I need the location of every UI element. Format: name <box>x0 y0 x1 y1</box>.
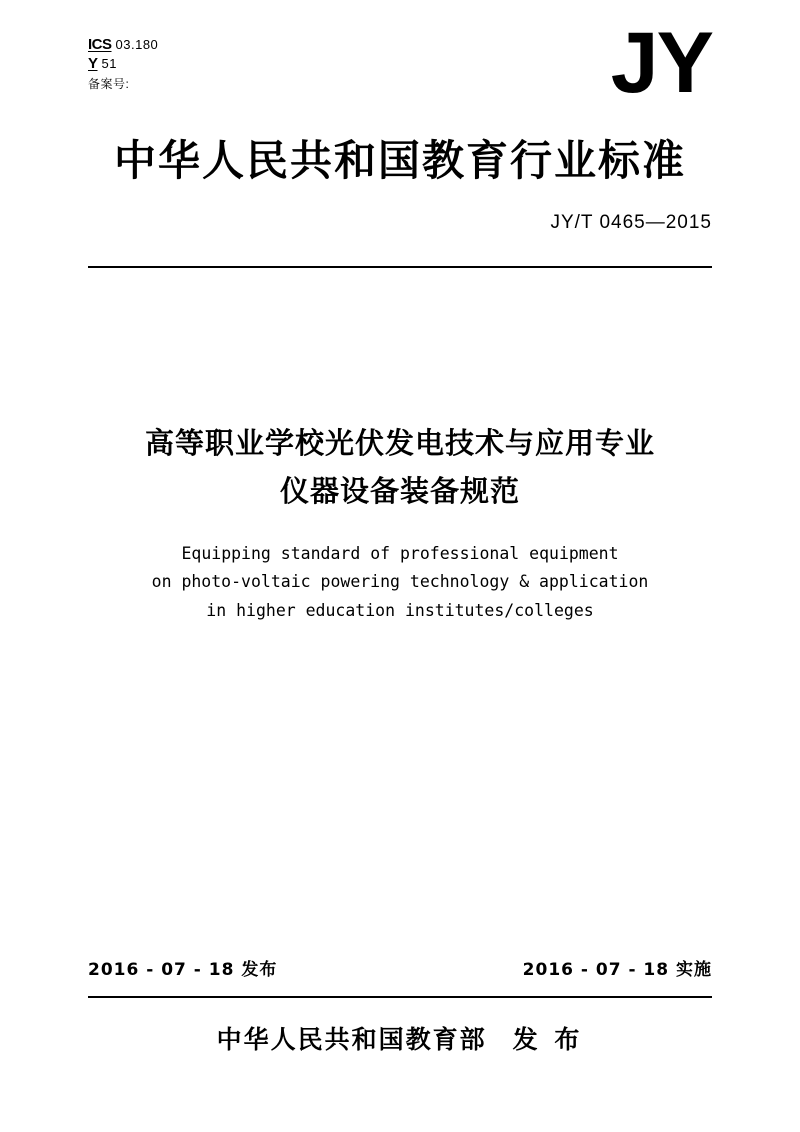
issuer-verb: 发 布 <box>512 1025 584 1054</box>
ics-value: 03.180 <box>115 37 159 52</box>
title-chinese <box>70 420 730 516</box>
date-row <box>88 955 712 980</box>
standard-code: JY/T 0465—2015 <box>550 212 712 233</box>
issuer-name: 中华人民共和国教育部 <box>216 1025 487 1054</box>
classification-row <box>88 55 158 74</box>
title-chinese-line-2: 仪器设备装备规范 <box>279 473 520 508</box>
issuer-block <box>0 1020 800 1056</box>
footer-divider <box>88 996 712 998</box>
header-divider <box>88 266 712 268</box>
title-english <box>90 540 710 625</box>
jy-logo: JY <box>610 15 712 111</box>
title-english-line-1: Equipping standard of professional equipment <box>181 544 619 563</box>
title-chinese-line-1: 高等职业学校光伏发电技术与应用专业 <box>144 426 655 460</box>
ics-label: ICS <box>88 36 112 53</box>
title-english-line-3: in higher education institutes/colleges <box>206 600 594 620</box>
classification-label: Y <box>88 54 98 72</box>
standard-heading: 中华人民共和国教育行业标准 <box>113 136 686 185</box>
effective-date: 2016 - 07 - 18 实施 <box>522 960 712 980</box>
issue-date: 2016 - 07 - 18 发布 <box>88 960 278 980</box>
record-number-label: 备案号: <box>88 76 130 91</box>
title-english-line-2: on photo-voltaic powering technology & application <box>151 572 649 592</box>
ics-row <box>88 36 158 55</box>
classification-value: 51 <box>101 55 117 71</box>
metadata-block <box>88 36 158 92</box>
